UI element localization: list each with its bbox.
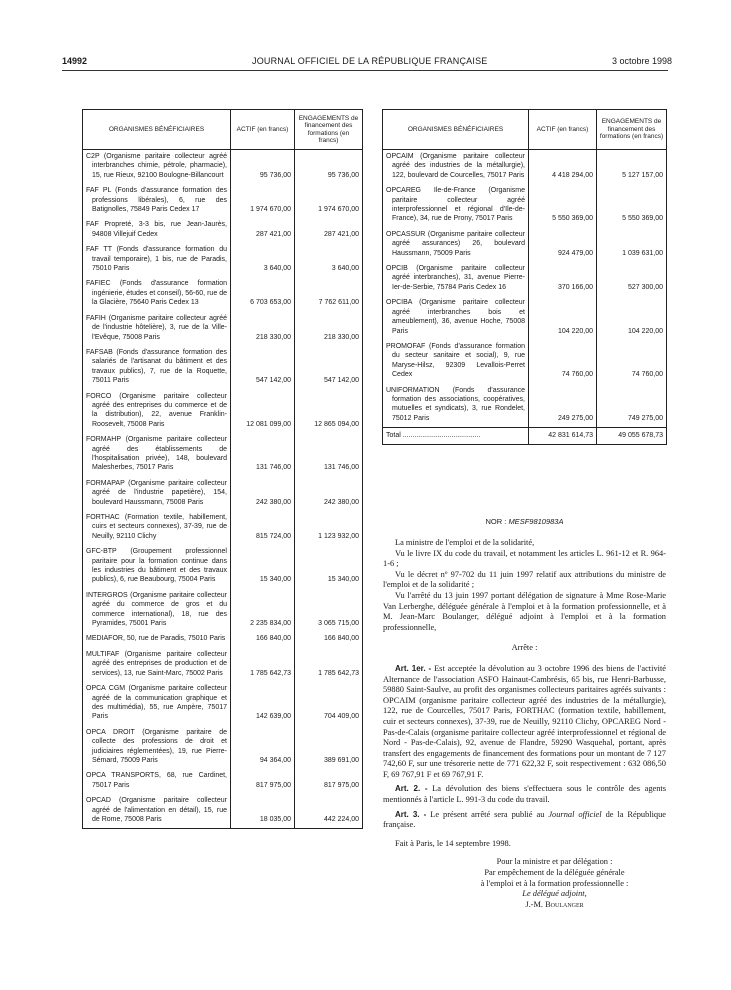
article-2-label: Art. 2. - — [395, 784, 428, 794]
organisme-name-text: FAF Propreté, 3-3 bis, rue Jean-Jaurès, 94808 Villejuif Cedex — [86, 221, 227, 238]
table-row — [83, 545, 363, 589]
organisme-name — [383, 384, 529, 428]
organisme-name-text: OPCAIM (Organisme paritaire collecteur agréé des industries de la métallurgie), 122, boulevard de Courcelles, 75017 Paris — [386, 153, 525, 179]
actif-value: 924 479,00 — [529, 228, 597, 262]
col-header-actif: ACTIF (en francs) — [529, 110, 597, 150]
actif-value: 1 785 642,73 — [231, 648, 295, 682]
actif-value: 12 081 099,00 — [231, 390, 295, 434]
actif-value: 5 550 369,00 — [529, 184, 597, 228]
visa-arrete: Vu l'arrêté du 13 juin 1997 portant délégation de signature à Mme Rose-Marie Van Lerberghe, déléguée générale à l'emploi et à la formation professionnelle, et à M. Jean-Marc Boulanger, délégué adjoint à l'emploi et à la formation professionnelle, — [383, 590, 666, 632]
table-row — [83, 589, 363, 633]
engagements-value: 287 421,00 — [295, 218, 363, 243]
col-header-actif: ACTIF (en francs) — [231, 110, 295, 150]
organisme-name-text: FAF PL (Fonds d'assurance formation des professions libérales), 6, rue des Batignolles, 75849 Paris Cedex 17 — [86, 187, 227, 214]
table-row — [83, 477, 363, 511]
organisme-name — [83, 648, 231, 682]
signature-name: J.-M. Boulanger — [525, 899, 584, 909]
total-actif: 42 831 614,73 — [529, 428, 597, 444]
actif-value: 18 035,00 — [231, 794, 295, 829]
organisme-name-text: INTERGROS (Organisme paritaire collecteur agréé du commerce de gros et du commerce international), 18, rue des Pyramides, 75001 Paris — [86, 591, 227, 628]
organisme-name-text: MEDIAFOR, 50, rue de Paradis, 75010 Paris — [86, 635, 226, 643]
table-row — [383, 228, 667, 262]
actif-value: 104 220,00 — [529, 296, 597, 340]
issue-date: 3 octobre 1998 — [612, 56, 673, 66]
engagements-value: 166 840,00 — [295, 632, 363, 647]
total-row — [383, 428, 667, 444]
organisme-name — [83, 477, 231, 511]
organisme-name-text: FORTHAC (Formation textile, habillement, cuirs et secteurs connexes), 37-39, rue de Neuilly, 92110 Clichy — [86, 514, 227, 540]
visa-code-travail: Vu le livre IX du code du travail, et notamment les articles L. 961-12 et R. 964-1-6 ; — [383, 548, 666, 569]
page-number: 14992 — [62, 56, 88, 66]
table-row — [83, 346, 363, 390]
organisme-name-text: GFC-BTP (Groupement professionnel paritaire pour la formation continue dans les industries du bâtiment et des travaux publics), 6, rue Beaubourg, 75004 Paris — [86, 548, 227, 584]
organisme-name — [83, 243, 231, 277]
nor-reference — [383, 517, 666, 526]
organisme-name — [83, 312, 231, 346]
right-beneficiaries-table — [382, 109, 667, 445]
table-row — [83, 243, 363, 277]
left-table-body — [83, 150, 363, 829]
organisme-name-text: MULTIFAF (Organisme paritaire collecteur agréé des entreprises de production et de services), 13, rue Saint-Marc, 75002 Paris — [86, 650, 227, 677]
actif-value: 3 640,00 — [231, 243, 295, 277]
organisme-name — [83, 218, 231, 243]
organisme-name-text: OPCA TRANSPORTS, 68, rue Cardinet, 75017 Paris — [86, 772, 227, 789]
table-row — [383, 340, 667, 384]
organisme-name — [383, 296, 529, 340]
table-row — [83, 648, 363, 682]
total-label: Total ........................................ — [383, 428, 529, 444]
engagements-value: 242 380,00 — [295, 477, 363, 511]
article-3-text-a: Le présent arrêté sera publié au — [430, 809, 545, 819]
engagements-value: 5 550 369,00 — [597, 184, 667, 228]
organisme-name-text: PROMOFAF (Fonds d'assurance formation du secteur sanitaire et social), 9, rue Maryse-Hilsz, 92309 Levallois-Perret Cedex — [386, 342, 525, 379]
organisme-name-text: UNIFORMATION (Fonds d'assurance formation des associations, coopératives, mutuelles et syndicats), 3, rue Rondelet, 75012 Paris — [386, 386, 525, 422]
actif-value: 815 724,00 — [231, 511, 295, 545]
organisme-name-text: OPCA CGM (Organisme paritaire collecteur agréé de la communication graphique et des multimédia), 55, rue Ampère, 75017 Paris — [86, 685, 227, 721]
engagements-value: 5 127 157,00 — [597, 150, 667, 185]
page-header — [0, 56, 731, 70]
organisme-name-text: FAF TT (Fonds d'assurance formation du travail temporaire), 1 bis, rue de Paradis, 75010 Paris — [86, 246, 227, 273]
engagements-value: 1 039 631,00 — [597, 228, 667, 262]
signature-line-4 — [443, 889, 666, 900]
organisme-name-text: OPCA DROIT (Organisme paritaire de collecte des professions de droit et judiciaires réglementées), 19, rue Pierre-Sémard, 75009 Paris — [86, 728, 227, 764]
table-row — [83, 682, 363, 726]
actif-value: 142 639,00 — [231, 682, 295, 726]
organisme-name-text: FAFIH (Organisme paritaire collecteur agréé de l'industrie hôtelière), 3, rue de la Ville-l'Evêque, 75008 Paris — [86, 314, 227, 341]
engagements-value: 1 785 642,73 — [295, 648, 363, 682]
organisme-name-text: OPCIB (Organisme paritaire collecteur agréé interbranches), 31, avenue Pierre-Ier-de-Serbie, 75784 Paris Cedex 16 — [386, 265, 525, 291]
organisme-name — [83, 277, 231, 311]
organisme-name-text: OPCAREG Ile-de-France (Organisme paritaire collecteur agréé interprofessionnel et régional d'Ile-de-France), 34, rue de Prony, 75017 Paris — [386, 187, 525, 223]
article-3-text-b: de la République française. — [383, 809, 667, 830]
organisme-name — [83, 794, 231, 829]
organisme-name-text: OPCIBA (Organisme paritaire collecteur agréé interbranches bois et ameublement), 36, avenue Hoche, 75008 Paris — [386, 299, 525, 335]
engagements-value: 15 340,00 — [295, 545, 363, 589]
engagements-value: 131 746,00 — [295, 433, 363, 477]
engagements-value: 547 142,00 — [295, 346, 363, 390]
actif-value: 287 421,00 — [231, 218, 295, 243]
left-beneficiaries-table — [82, 109, 363, 829]
table-row — [383, 384, 667, 428]
actif-value: 95 736,00 — [231, 150, 295, 185]
organisme-name-text: FORCO (Organisme paritaire collecteur agréé des entreprises du commerce et de la distribution), 22, avenue Franklin-Roosevelt, 75008 Paris — [86, 392, 227, 428]
col-header-organismes: ORGANISMES BÉNÉFICIAIRES — [383, 110, 529, 150]
decree-text — [383, 538, 666, 910]
engagements-value: 817 975,00 — [295, 769, 363, 794]
organisme-name-text: FAFSAB (Fonds d'assurance formation des salariés de l'artisanat du bâtiment et des travaux publics), 7, rue de la Roquette, 75011 Paris — [86, 348, 227, 385]
engagements-value: 704 409,00 — [295, 682, 363, 726]
organisme-name — [83, 545, 231, 589]
table-row — [383, 296, 667, 340]
right-table-body — [383, 150, 667, 428]
engagements-value: 3 065 715,00 — [295, 589, 363, 633]
header-rule — [62, 70, 668, 71]
organisme-name — [83, 682, 231, 726]
table-row — [83, 150, 363, 185]
engagements-value: 218 330,00 — [295, 312, 363, 346]
table-row — [83, 794, 363, 829]
table-row — [83, 312, 363, 346]
engagements-value: 749 275,00 — [597, 384, 667, 428]
organisme-name — [83, 769, 231, 794]
organisme-name — [83, 184, 231, 218]
actif-value: 1 974 670,00 — [231, 184, 295, 218]
organisme-name — [383, 228, 529, 262]
organisme-name — [83, 632, 231, 647]
actif-value: 6 703 653,00 — [231, 277, 295, 311]
visa-decret: Vu le décret nº 97-702 du 11 juin 1997 relatif aux attributions du ministre de l'emploi et de la solidarité ; — [383, 569, 666, 590]
engagements-value: 104 220,00 — [597, 296, 667, 340]
signature-line-3: à l'emploi et à la formation professionnelle : — [480, 878, 629, 888]
organisme-name — [83, 511, 231, 545]
table-row — [383, 262, 667, 296]
article-3 — [383, 810, 666, 831]
article-1 — [383, 664, 666, 781]
table-row — [83, 511, 363, 545]
engagements-value: 7 762 611,00 — [295, 277, 363, 311]
engagements-value: 12 865 094,00 — [295, 390, 363, 434]
organisme-name-text: FORMAPAP (Organisme paritaire collecteur agréé de l'industrie papetière), 154, boulevard Haussmann, 75008 Paris — [86, 479, 227, 506]
engagements-value: 1 974 670,00 — [295, 184, 363, 218]
organisme-name — [383, 184, 529, 228]
organisme-name-text: FAFIEC (Fonds d'assurance formation ingénierie, études et conseil), 56-60, rue de la Glacière, 75640 Paris Cedex 13 — [86, 280, 227, 307]
table-row — [83, 769, 363, 794]
actif-value: 370 166,00 — [529, 262, 597, 296]
nor-label: NOR : — [485, 517, 507, 526]
total-engagements: 49 055 678,73 — [597, 428, 667, 444]
arrete-heading: Arrête : — [511, 643, 538, 653]
organisme-name — [383, 150, 529, 185]
col-header-engagements: ENGAGEMENTS de financement des formations (en francs) — [597, 110, 667, 150]
nor-code: MESF9810983A — [508, 517, 564, 526]
actif-value: 817 975,00 — [231, 769, 295, 794]
organisme-name — [83, 726, 231, 770]
article-3-journal: Journal officiel — [548, 809, 602, 819]
engagements-value: 527 300,00 — [597, 262, 667, 296]
organisme-name — [83, 150, 231, 185]
organisme-name-text: FORMAHP (Organisme paritaire collecteur agréé des établissements de l'hospitalisation privée), 148, boulevard Malesherbes, 75017 Paris — [86, 436, 227, 472]
engagements-value: 74 760,00 — [597, 340, 667, 384]
engagements-value: 389 691,00 — [295, 726, 363, 770]
article-3-label: Art. 3. - — [395, 809, 427, 819]
signature-place-date: Fait à Paris, le 14 septembre 1998. — [395, 838, 511, 848]
table-row — [83, 218, 363, 243]
engagements-value: 442 224,00 — [295, 794, 363, 829]
article-1-label: Art. 1er. - — [395, 663, 432, 673]
table-row — [383, 150, 667, 185]
table-row — [83, 632, 363, 647]
table-row — [83, 277, 363, 311]
decree-intro: La ministre de l'emploi et de la solidarité, — [395, 538, 535, 547]
organisme-name-text: C2P (Organisme paritaire collecteur agréé interbranches chimie, pétrole, pharmacie), 15, rue Rieux, 92100 Boulogne-Billancourt — [86, 153, 227, 179]
signature-line-1: Pour la ministre et par délégation : — [496, 857, 613, 867]
col-header-organismes: ORGANISMES BÉNÉFICIAIRES — [83, 110, 231, 150]
engagements-value: 95 736,00 — [295, 150, 363, 185]
actif-value: 242 380,00 — [231, 477, 295, 511]
organisme-name — [83, 390, 231, 434]
actif-value: 166 840,00 — [231, 632, 295, 647]
table-row — [383, 184, 667, 228]
actif-value: 15 340,00 — [231, 545, 295, 589]
organisme-name-text: OPCASSUR (Organisme paritaire collecteur agréé assurances) 26, boulevard Haussmann, 75009 Paris — [386, 230, 525, 257]
actif-value: 131 746,00 — [231, 433, 295, 477]
organisme-name — [383, 262, 529, 296]
actif-value: 94 364,00 — [231, 726, 295, 770]
engagements-value: 1 123 932,00 — [295, 511, 363, 545]
article-1-text: Est acceptée la dévolution au 3 octobre 1996 des biens de l'activité Alternance de l'association ASFO Hainaut-Cambrésis, 65 bis, rue Henri-Barbusse, 59880 Saint-Saulve, au profit des organismes collecteurs paritaires agréés suivants : OPCAIM (organisme paritaire collecteur agréé des industries de la métallurgie), 122, rue de Courcelles, 75017 Paris, FORTHAC (formation textile, habillement, cuir et secteurs connexes), 37-39, rue de Neuilly, 92110 Clichy, OPCAREG Nord - Pas-de-Calais (organisme paritaire collecteur agréé interprofessionnel et régional de Nord - Pas-de-Calais), 92, avenue de Flandre, 59290 Wasquehal, portant, après transfert des engagements de financement des formations pour un montant de 7 127 742,60 F, sur une trésorerie nette de 771 622,32 F, soit respectivement : 632 086,50 F, 69 767,91 F et 69 767,91 F. — [383, 663, 667, 779]
organisme-name-text: OPCAD (Organisme paritaire collecteur agréé de l'alimentation en détail), 15, rue de Rome, 75008 Paris — [86, 797, 227, 823]
actif-value: 4 418 294,00 — [529, 150, 597, 185]
organisme-name — [83, 346, 231, 390]
article-2-text: La dévolution des biens s'effectuera sous le contrôle des agents mentionnés à l'article L. 991-3 du code du travail. — [383, 784, 666, 805]
actif-value: 249 275,00 — [529, 384, 597, 428]
actif-value: 2 235 834,00 — [231, 589, 295, 633]
signature-block — [443, 857, 666, 910]
signature-title: Le délégué adjoint, — [522, 889, 587, 899]
organisme-name — [83, 433, 231, 477]
col-header-engagements: ENGAGEMENTS de financement des formations (en francs) — [295, 110, 363, 150]
table-row — [83, 184, 363, 218]
actif-value: 74 760,00 — [529, 340, 597, 384]
article-2 — [383, 784, 666, 805]
actif-value: 218 330,00 — [231, 312, 295, 346]
table-row — [83, 433, 363, 477]
table-row — [83, 726, 363, 770]
engagements-value: 3 640,00 — [295, 243, 363, 277]
actif-value: 547 142,00 — [231, 346, 295, 390]
organisme-name — [383, 340, 529, 384]
table-row — [83, 390, 363, 434]
signature-line-2: Par empêchement de la déléguée générale — [484, 868, 625, 878]
journal-title: JOURNAL OFFICIEL DE LA RÉPUBLIQUE FRANÇAISE — [252, 56, 488, 66]
organisme-name — [83, 589, 231, 633]
